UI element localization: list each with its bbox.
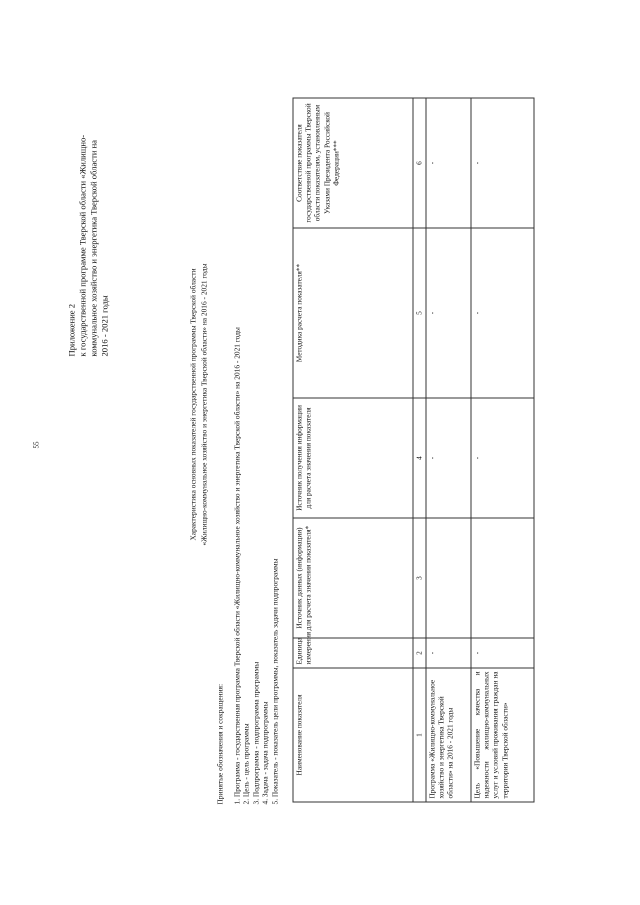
column-number: 6 [413,98,426,228]
indicator-name: Цель «Повышение качества и надежности жилищно-коммунальных услуг и условий проживания граждан на территории Тверской области» [471,668,534,802]
column-number: 2 [413,638,426,668]
appendix-line: Приложение 2 [66,303,77,357]
heading-line: «Жилищно-коммунальное хозяйство и энергетика Тверской области» на 2016 - 2021 годы [199,263,208,546]
appendix-block [67,57,111,357]
source-cell [426,518,471,638]
page-number: 55 [32,441,41,449]
rotated-page [1,0,640,905]
source-cell [471,518,534,638]
table-header-row [293,98,413,802]
origin-cell: - [471,398,534,518]
header-data-source: Источник данных (информации) для расчета значения показателя* [293,518,413,638]
heading-line: Характеристика основных показателей государственной программы Тверской области [188,268,198,541]
column-number: 5 [413,228,426,398]
abbreviation-item: 1. Программа - государственная программа Тверской области «Жилищно-коммунальное хозяйство и энергетика Тверской области» на 2016 - 2021 годы [232,327,242,805]
header-info-origin: Источник получения информации для расчета значения показателя [293,398,413,518]
match-cell: - [426,98,471,228]
header-indicator-name: Наименование показателя [293,668,413,802]
abbreviations-title: Принятые обозначения и сокращения: [215,683,225,805]
header-calc-method: Методика расчета показателя** [293,228,413,398]
unit-cell: - [426,638,471,668]
document-heading [189,145,210,665]
header-decree-match: Соответствие показателя государственной программы Тверской области показателям, установленным Указами Президента Российской Федерации*** [293,98,413,228]
column-number: 1 [413,668,426,802]
indicators-table [293,98,535,803]
appendix-line: коммунальное хозяйство и энергетика Тверской области на [88,140,99,357]
column-number: 3 [413,518,426,638]
match-cell: - [471,98,534,228]
abbreviations-block [216,85,281,805]
method-cell: - [426,228,471,398]
method-cell: - [471,228,534,398]
table-row [426,98,471,802]
abbreviation-item: 4. Задача - задача подпрограммы [260,701,270,805]
indicator-name: Программа «Жилищно-коммунальное хозяйство и энергетика Тверской области» на 2016 - 2021 годы [426,668,471,802]
appendix-line: к государственной программе Тверской области «Жилищно- [77,134,88,357]
abbreviation-item: 5. Показатель - показатель цели программы, показатель задачи подпрограммы [270,558,280,805]
abbreviation-item: 3. Подпрограмма - подпрограмма программы [251,661,261,805]
table-row [471,98,534,802]
abbreviation-item: 2. Цель - цель программы [241,723,251,805]
origin-cell: - [426,398,471,518]
table-number-row [413,98,426,802]
header-unit: Единица измерения [293,638,413,668]
column-number: 4 [413,398,426,518]
unit-cell: - [471,638,534,668]
appendix-line: 2016 - 2021 годы [99,295,110,357]
